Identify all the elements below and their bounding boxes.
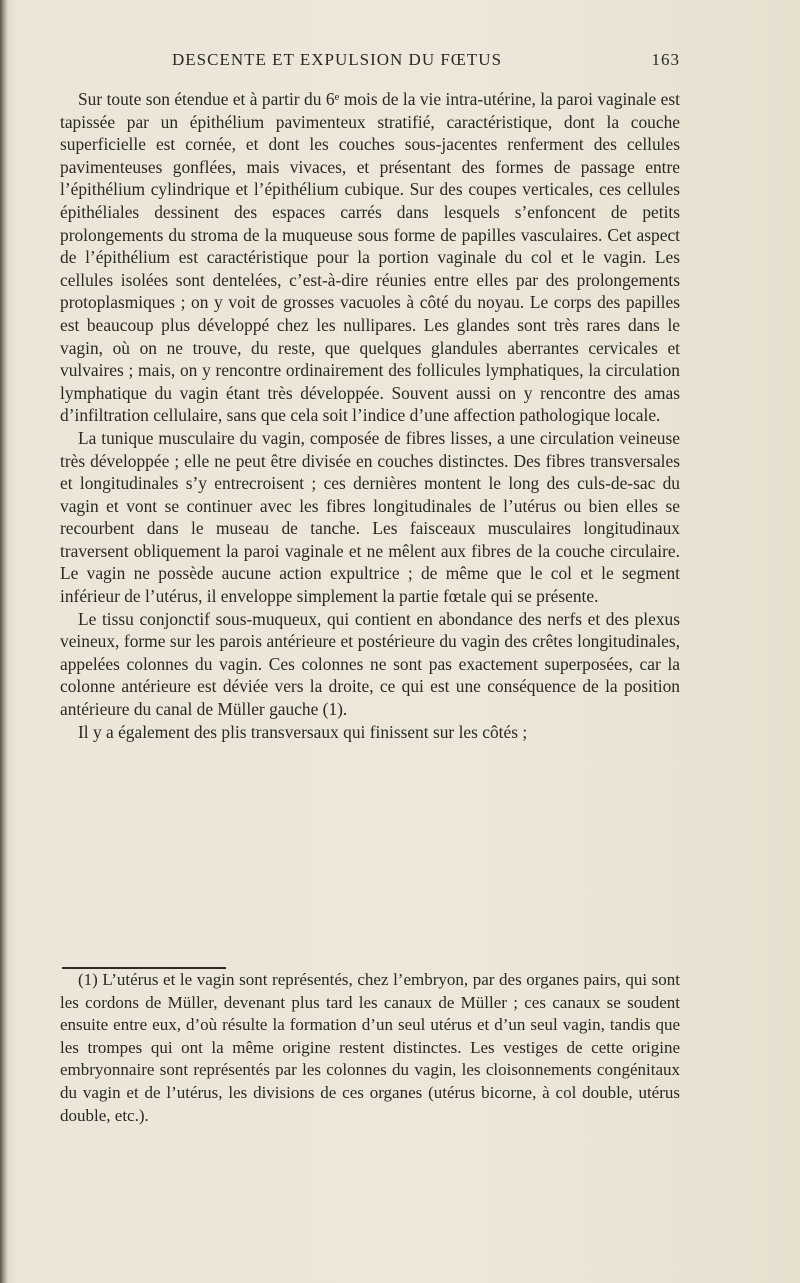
page-binding-edge — [0, 0, 8, 1283]
paragraph-muscular-tunic: La tunique musculaire du vagin, composée de fibres lisses, a une circulation veineuse très développée ; elle ne peut être divisée en couches distinctes. Des fibres transversales et longitudinales s’y entrecroisent ; ces dernières montent le long des culs-de-sac du vagin et vont se continuer avec les fibres longitudinales de l’utérus ou bien elles se recourbent dans le museau de tanche. Les faisceaux musculaires longitudinaux traversent obliquement la paroi vaginale et ne mêlent aux fibres de la couche circulaire. Le vagin ne possède aucune action expultrice ; de même que le col et le segment inférieur de l’utérus, il enveloppe simplement la partie fœtale qui se présente. — [60, 427, 680, 607]
running-title: DESCENTE ET EXPULSION DU FŒTUS — [172, 50, 503, 69]
running-header — [60, 50, 680, 74]
footnote-text: (1) L’utérus et le vagin sont représentés, chez l’embryon, par des organes pairs, qui sont les cordons de Müller, devenant plus tard les canaux de Müller ; ces canaux se soudent ensuite entre eux, d’où résulte la formation d’un seul utérus et d’un seul vagin, tandis que les trompes qui ont la même origine restent distinctes. Les vestiges de cette origine embryonnaire sont représentés par les colonnes du vagin, les cloisonnements congénitaux du vagin et de l’utérus, les divisions de ces organes (utérus bicorne, à col double, utérus double, etc.). — [60, 970, 680, 1125]
footnote — [60, 969, 680, 1127]
paragraph-epithelium — [60, 88, 680, 427]
ordinal-superscript: e — [334, 91, 340, 103]
paragraph-text: Sur toute son étendue et à partir du 6 — [78, 89, 335, 109]
paragraph-text: mois de la vie intra-utérine, la paroi vaginale est tapissée par un épithélium pavimenteux stratifié, caractéristique, dont la couche superficielle est cornée, et dont les couches sous-jacentes renferment des cellules pavimenteuses gonflées, mais vivaces, et présentant des formes de passage entre l’épithélium cylindrique et l’épithélium cubique. Sur des coupes verticales, ces cellules épithéliales dessinent des espaces carrés dans lesquels s’enfoncent de petits prolongements du stroma de la muqueuse sous forme de papilles vasculaires. Cet aspect de l’épithélium est caractéristique pour la portion vaginale du col et le vagin. Les cellules isolées sont dentelées, c’est-à-dire réunies entre elles par des prolongements protoplasmiques ; on y voit de grosses vacuoles à côté du noyau. Le corps des papilles est beaucoup plus développé chez les nullipares. Les glandes sont très rares dans le vagin, où on ne trouve, du reste, que quelques glandules aberrantes cervicales et vulvaires ; mais, on y rencontre ordinairement des follicules lymphatiques, la circulation lymphatique du vagin étant très développée. Souvent aussi on y rencontre des amas d’infiltration cellulaire, sans que cela soit l’indice d’une affection pathologique locale. — [60, 89, 680, 426]
paragraph-connective-tissue: Le tissu conjonctif sous-muqueux, qui contient en abondance des nerfs et des plexus veineux, forme sur les parois antérieure et postérieure du vagin des crêtes longitudinales, appelées colonnes du vagin. Ces colonnes ne sont pas exactement superposées, car la colonne antérieure est déviée vers la droite, ce qui est une conséquence de la position antérieure du canal de Müller gauche (1). — [60, 608, 680, 720]
main-text — [60, 88, 680, 743]
page-number: 163 — [651, 50, 680, 69]
paragraph-transverse-folds: Il y a également des plis transversaux qui finissent sur les côtés ; — [78, 721, 528, 742]
